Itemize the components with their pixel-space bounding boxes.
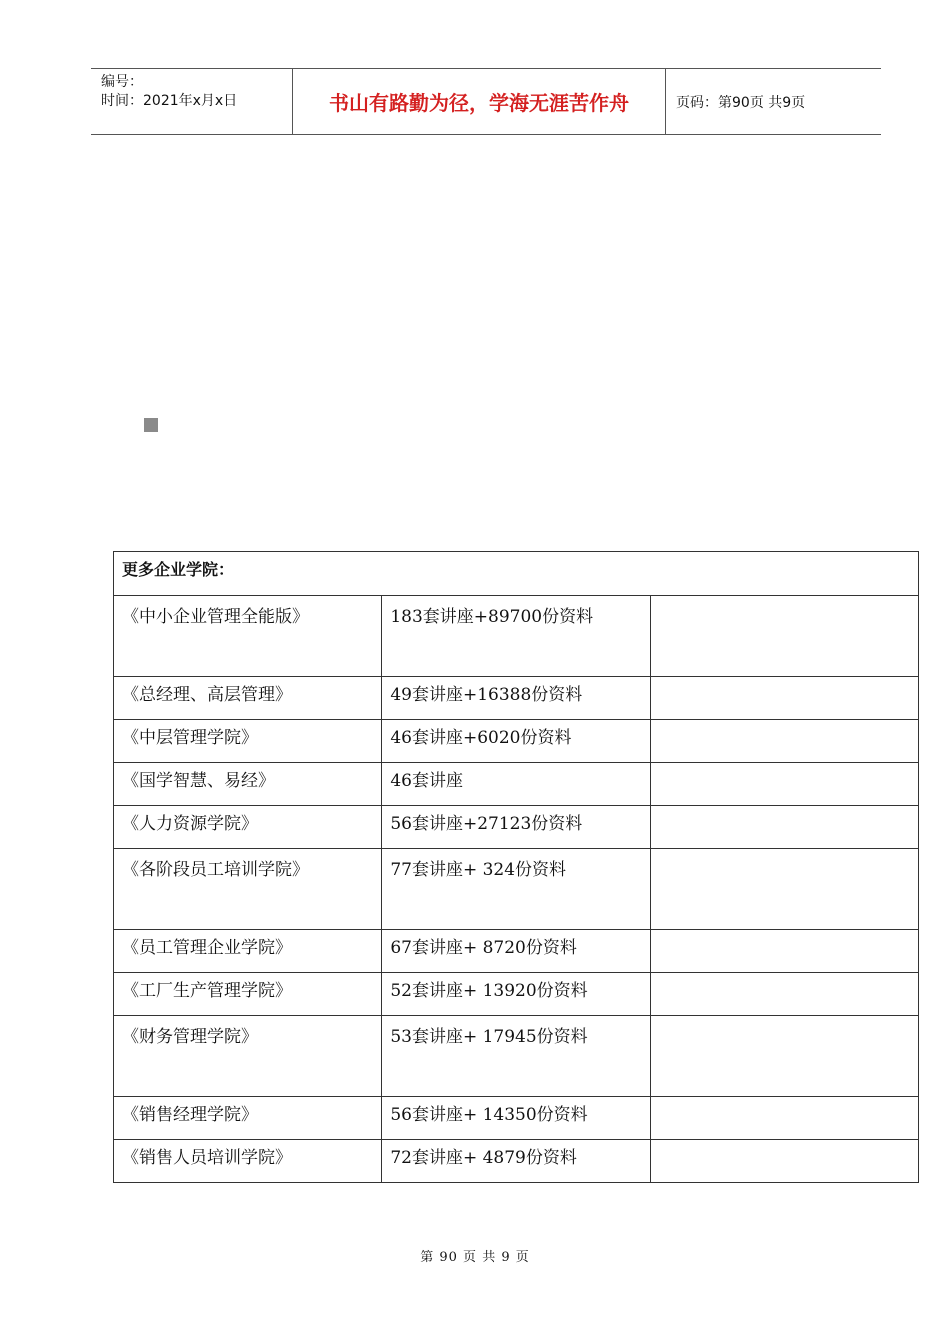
- academy-detail: 67套讲座+ 8720份资料: [382, 930, 650, 973]
- academy-name: 《财务管理学院》: [114, 1016, 382, 1097]
- academy-extra: [650, 973, 918, 1016]
- academy-detail: 46套讲座: [382, 763, 650, 806]
- academy-detail: 183套讲座+89700份资料: [382, 596, 650, 677]
- table-row: [114, 1140, 919, 1183]
- table-row: [114, 720, 919, 763]
- header-meta: [91, 69, 293, 134]
- academy-detail: 56套讲座+ 14350份资料: [382, 1097, 650, 1140]
- academy-extra: [650, 596, 918, 677]
- table-row: [114, 596, 919, 677]
- table-title: 更多企业学院：: [114, 552, 919, 596]
- academy-extra: [650, 677, 918, 720]
- academy-table: [113, 551, 919, 1183]
- academy-name: 《工厂生产管理学院》: [114, 973, 382, 1016]
- page-footer: 第 90 页 共 9 页: [420, 1250, 530, 1265]
- academy-extra: [650, 930, 918, 973]
- academy-detail: 49套讲座+16388份资料: [382, 677, 650, 720]
- page-header: [91, 68, 881, 135]
- header-motto: 书山有路勤为径，学海无涯苦作舟: [293, 69, 666, 134]
- table-row: [114, 806, 919, 849]
- academy-name: 《人力资源学院》: [114, 806, 382, 849]
- square-bullet-icon: [144, 418, 158, 432]
- time-label: 时间：2021年x月x日: [101, 93, 238, 109]
- header-page-info: 页码：第90页 共9页: [676, 94, 806, 111]
- table-row: [114, 1097, 919, 1140]
- academy-extra: [650, 720, 918, 763]
- table-title-row: [114, 552, 919, 596]
- academy-detail: 77套讲座+ 324份资料: [382, 849, 650, 930]
- academy-extra: [650, 763, 918, 806]
- academy-name: 《中层管理学院》: [114, 720, 382, 763]
- academy-extra: [650, 1097, 918, 1140]
- table-row: [114, 763, 919, 806]
- code-label: 编号：: [101, 74, 143, 90]
- academy-extra: [650, 849, 918, 930]
- academy-detail: 52套讲座+ 13920份资料: [382, 973, 650, 1016]
- table-row: [114, 849, 919, 930]
- table-row: [114, 973, 919, 1016]
- academy-name: 《销售人员培训学院》: [114, 1140, 382, 1183]
- academy-detail: 72套讲座+ 4879份资料: [382, 1140, 650, 1183]
- table-row: [114, 677, 919, 720]
- academy-name: 《总经理、高层管理》: [114, 677, 382, 720]
- academy-name: 《中小企业管理全能版》: [114, 596, 382, 677]
- table-row: [114, 930, 919, 973]
- academy-extra: [650, 806, 918, 849]
- academy-name: 《员工管理企业学院》: [114, 930, 382, 973]
- academy-extra: [650, 1140, 918, 1183]
- academy-detail: 53套讲座+ 17945份资料: [382, 1016, 650, 1097]
- table-row: [114, 1016, 919, 1097]
- academy-name: 《销售经理学院》: [114, 1097, 382, 1140]
- academy-extra: [650, 1016, 918, 1097]
- academy-name: 《国学智慧、易经》: [114, 763, 382, 806]
- academy-detail: 56套讲座+27123份资料: [382, 806, 650, 849]
- academy-detail: 46套讲座+6020份资料: [382, 720, 650, 763]
- academy-name: 《各阶段员工培训学院》: [114, 849, 382, 930]
